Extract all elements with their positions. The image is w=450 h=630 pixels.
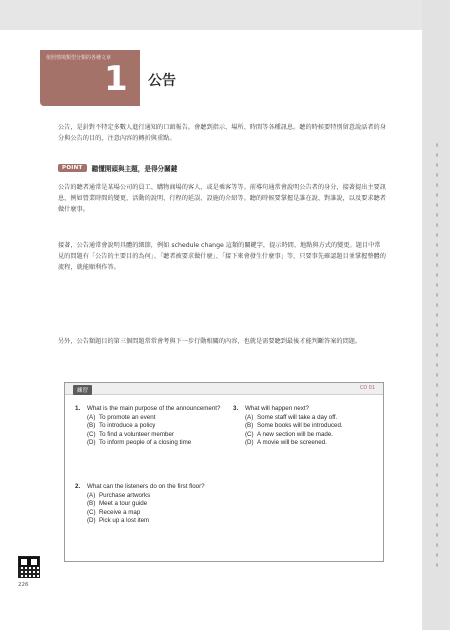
question-stem: What will happen next? — [245, 405, 309, 412]
side-dot-pattern — [434, 140, 440, 570]
question-stem: What can the listeners do on the first floor? — [87, 483, 205, 490]
question-stem: What is the main purpose of the announcement? — [87, 405, 221, 412]
answer-option[interactable]: (C) Receive a map — [87, 508, 141, 516]
practice-tag: 練習 — [73, 385, 92, 395]
top-band — [0, 0, 450, 30]
answer-option[interactable]: (C) To find a volunteer member — [87, 430, 174, 438]
question-number: 1. — [75, 405, 81, 412]
answer-option[interactable]: (D) A movie will be screened. — [245, 439, 327, 446]
answer-option[interactable]: (D) Pick up a lost item — [87, 517, 150, 524]
point-heading: 聽懂開頭與主題，是得分關鍵 — [91, 165, 178, 173]
unit-number: 1 — [104, 59, 128, 99]
point-badge: POINT — [58, 164, 87, 172]
audio-track-ref[interactable]: CD 01 — [359, 385, 375, 391]
question-2 — [75, 483, 225, 526]
answer-option[interactable]: (A) Purchase artworks — [87, 491, 151, 499]
page-number: 226 — [18, 582, 29, 588]
unit-number-block — [40, 50, 140, 106]
question-3 — [233, 405, 383, 448]
question-1 — [75, 405, 225, 448]
practice-box — [64, 382, 384, 562]
answer-option[interactable]: (A) Some staff will take a day off. — [245, 413, 338, 421]
answer-option[interactable]: (B) Meet a tour guide — [87, 500, 148, 507]
question-number: 3. — [233, 405, 239, 412]
unit-subtitle: 依照情境類型分類的各種文章 — [46, 55, 112, 61]
answer-option[interactable]: (D) To inform people of a closing time — [87, 439, 192, 446]
answer-option[interactable]: (B) Some books will be introduced. — [245, 422, 343, 429]
practice-header — [65, 383, 383, 395]
answer-option[interactable]: (C) A new section will be made. — [245, 430, 334, 438]
answer-option[interactable]: (A) To promote an event — [87, 413, 156, 421]
point-section-header — [58, 162, 177, 174]
answer-option[interactable]: (B) To introduce a policy — [87, 422, 156, 429]
intro-paragraph: 公告，是針對不特定多數人進行通知的口頭報告。會聽到指示、場所、時間等各種訊息。聽的時候要特別留意說話者的身分與公告的目的，注意內容的轉折與重點。 — [58, 124, 386, 142]
qr-code-icon[interactable] — [18, 556, 40, 578]
question-number: 2. — [75, 483, 81, 490]
unit-title: 公告 — [148, 73, 176, 89]
point-paragraph-2: 接著，公告通常會說明具體的細節，例如 schedule change 這類的關鍵字，提示時間、地點與方式的變更。題目中常見的問題有「公告的主要目的為何」、「聽者被要求做什麼」、「接下來會發生什麼事」等，只要事先確認題目並掌握整體的流程，就能順利作答。 — [58, 242, 386, 271]
closing-paragraph: 另外，公告類題目的第三個問題常常會考與下一步行動相關的內容，也就是需要聽到最後才能判斷答案的問題。 — [58, 338, 362, 345]
point-paragraph-1: 公告的聽者通常是某場公司的員工、購物商場的客人、或是乘客等等。前導句通常會說明公告者的身分，接著提出主要訊息，例如營業時間的變更、活動的說明、行程的延誤、設施的介紹等。聽的時候要掌握是誰在說、對誰說，以及要求聽者做什麼事。 — [58, 184, 386, 213]
